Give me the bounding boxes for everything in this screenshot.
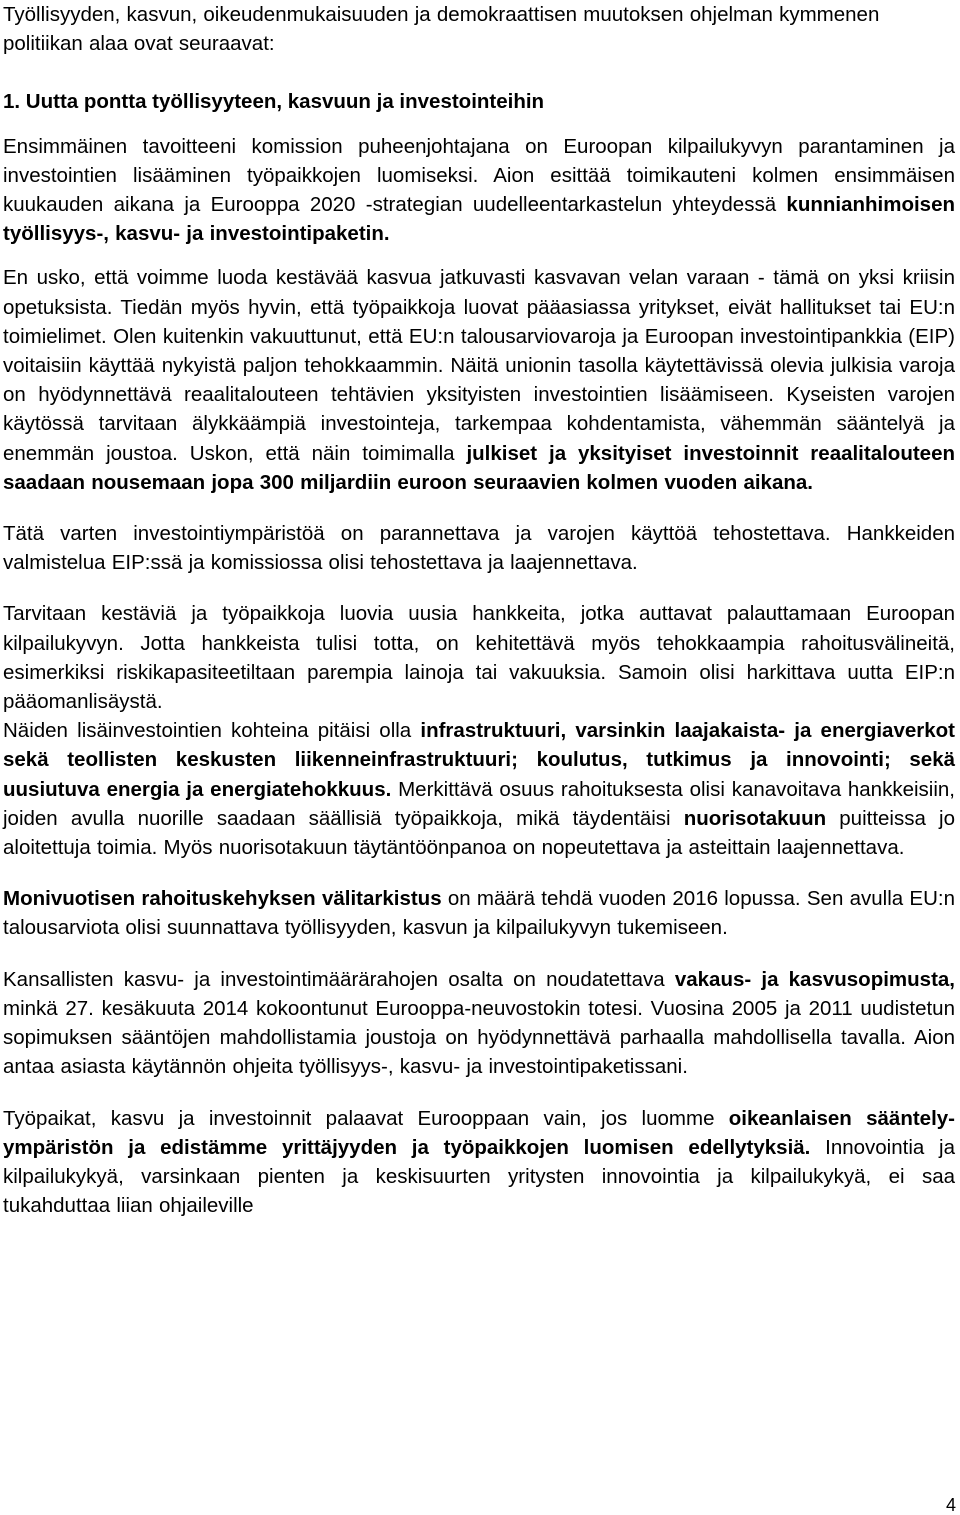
bold-run: Monivuotisen rahoituskehyksen välitarkistus [3, 887, 442, 911]
text-run: En usko, että voimme luoda kestävää kasvua jatkuvasti kasvavan velan varaan - tämä on yksi kriisin opetuksista. Tiedän myös hyvin, että työpaikkoja luovat pääasiassa yritykset, eivät hallitukset tai EU:n toimielimet. Olen kuitenkin vakuuttunut, että EU:n talousarviovaroja ja Euroopan investointipankkia (EIP) voitaisiin käyttää nykyistä paljon tehokkaammin. Näitä unionin tasolla käytettävissä olevia julkisia varoja on hyödynnettävä reaalitalouteen tehtävien yksityisten investointien lisäämiseen. Kyseisten varojen käytössä tarvitaan älykkäämpiä investointeja, tarkempaa kohdentamista, vähemmän sääntelyä ja enemmän joustoa. Uskon, että näin toimimalla [3, 266, 955, 465]
paragraph-7 [3, 965, 955, 1082]
document-page [3, 0, 955, 1220]
section-heading: 1. Uutta pontta työllisyyteen, kasvuun ja investointeihin [3, 90, 545, 114]
text-run: Merkittävä osuus rahoituksesta olisi kanavoitava hankkeisiin, joiden avulla nuorille saadaan säällisiä työpaikkoja, mikä täydentäisi [3, 777, 955, 830]
paragraph-3 [3, 519, 955, 577]
paragraph-6 [3, 884, 955, 942]
text-run: Työpaikat, kasvu ja investoinnit palaavat Eurooppaan vain, jos luomme [3, 1106, 729, 1130]
bold-run: julkiset ja yksityiset investoinnit reaalitalouteen saadaan nousemaan jopa 300 miljardiin euroon seuraavien kolmen vuoden aikana. [3, 441, 956, 494]
text-run: on määrä tehdä vuoden 2016 lopussa. Sen avulla EU:n talousarviota olisi suunnattava työllisyyden, kasvun ja kilpailukyvyn tukemiseen. [3, 887, 956, 940]
bold-run: infrastruktuuri, varsinkin laajakaista- ja energiaverkot sekä teollisten keskusten liikenneinfrastruktuuri; koulutus, tutkimus ja innovointi; sekä uusiutuva energia ja energiatehokkuus. [3, 719, 955, 801]
bold-run: kunnianhimoisen työllisyys-, kasvu- ja investointipaketin. [3, 193, 955, 246]
text-run: Kansallisten kasvu- ja investointimäärärahojen osalta on noudatettava [3, 967, 675, 991]
text-run: minkä 27. kesäkuuta 2014 kokoontunut Eurooppa-neuvostokin totesi. Vuosina 2005 ja 2011 uudistetun sopimuksen sääntöjen mahdollistamia joustoja on hyödynnettävä parhaalla mahdollisella tavalla. Aion antaa asiasta käytännön ohjeita työllisyys-, kasvu- ja investointipaketissani. [3, 996, 955, 1079]
paragraph-4 [3, 599, 955, 716]
intro-paragraph: Työllisyyden, kasvun, oikeudenmukaisuuden ja demokraattisen muutoksen ohjelman kymmenen politiikan alaa ovat seuraavat: [3, 3, 880, 56]
paragraph-8 [3, 1104, 955, 1221]
text-run: Näiden lisäinvestointien kohteina pitäisi olla [3, 719, 421, 743]
text-run: puitteissa jo aloitettuja toimia. Myös nuorisotakuun täytäntöönpanoa on nopeutettava ja asteittain laajennettava. [3, 806, 956, 860]
text-run: Ensimmäinen tavoitteeni komission puheenjohtajana on Euroopan kilpailukyvyn parantaminen ja investointien lisääminen työpaikkojen luomiseksi. Aion esittää toimikauteni kolmen ensimmäisen kuukauden aikana ja Eurooppa 2020 -strategian uudelleentarkastelun yhteydessä [3, 134, 955, 217]
text-run: Tätä varten investointiympäristöä on parannettava ja varojen käyttöä tehostettava. Hankkeiden valmistelua EIP:ssä ja komissiossa olisi tehostettava ja laajennettava. [3, 522, 955, 575]
bold-run: vakaus- ja kasvusopimusta, [674, 967, 955, 991]
page-number: 4 [945, 1495, 956, 1515]
bold-run: nuorisotakuun [683, 806, 827, 830]
text-run: Tarvitaan kestäviä ja työpaikkoja luovia uusia hankkeita, jotka auttavat palauttamaan Euroopan kilpailukyvyn. Jotta hankkeista tulisi totta, on kehitettävä myös tehokkaampia rahoitusvälineitä, esimerkiksi riskikapasiteetiltaan parempia lainoja tai vakuuksia. Samoin olisi harkittava uutta EIP:n pääomanlisäystä. [3, 602, 955, 714]
bold-run: oikeanlaisen sääntely-ympäristön ja edistämme yrittäjyyden ja työpaikkojen luomisen edellytyksiä. [3, 1106, 955, 1159]
paragraph-1 [3, 132, 955, 249]
paragraph-5 [3, 716, 955, 862]
paragraph-2 [3, 263, 955, 497]
text-run: Innovointia ja kilpailukykyä, varsinkaan pienten ja keskisuurten yritysten innovointia ja kilpailukykyä, ei saa tukahduttaa liian ohjaileville [3, 1135, 955, 1218]
